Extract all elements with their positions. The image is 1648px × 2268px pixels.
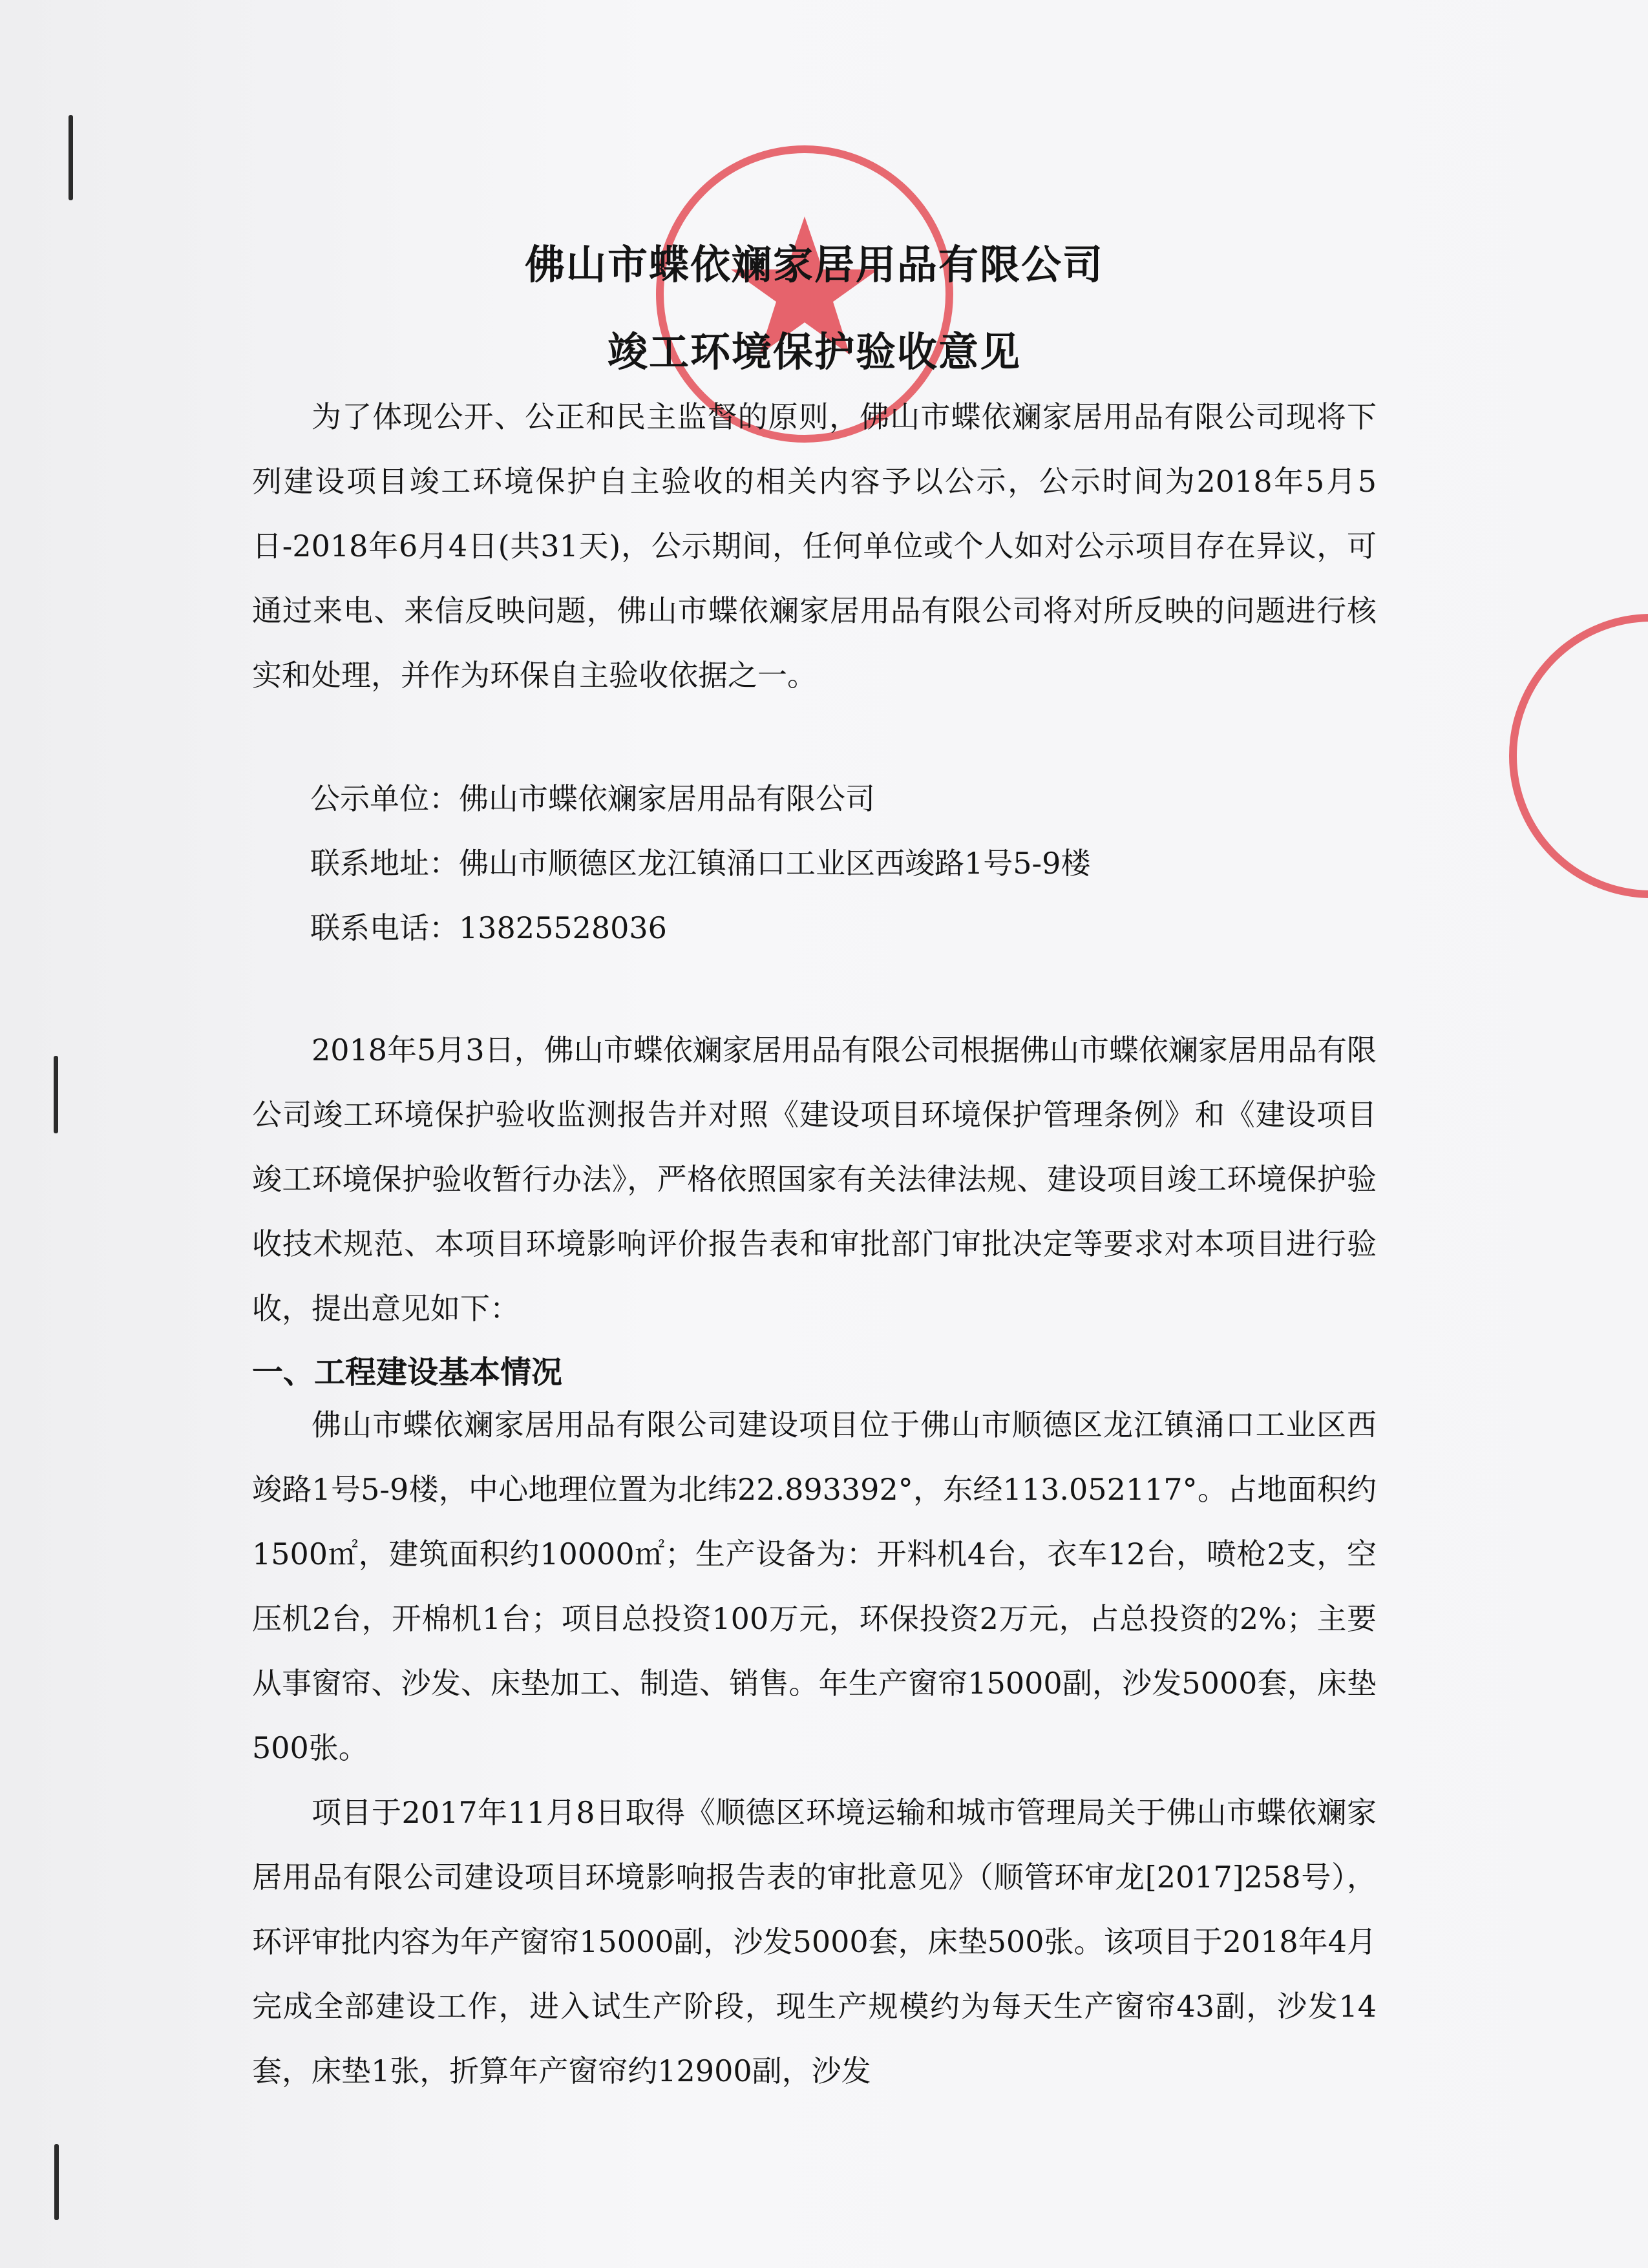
company-title: 佛山市蝶依斓家居用品有限公司 (524, 241, 1104, 288)
section1-paragraph-2: 项目于2017年11月8日取得《顺德区环境运输和城市管理局关于佛山市蝶依斓家居用品有限公司建设项目环境影响报告表的审批意见》（顺管环审龙[2017]258号），环评审批内容为年产窗帘15000副，沙发5000套，床垫500张。该项目于2018年4月完成全部建设工作，进入试生产阶段，现生产规模约为每天生产窗帘43副，沙发14套，床垫1张，折算年产窗帘约12900副，沙发 (252, 1795, 1377, 2088)
section-heading-1: 一、工程建设基本情况 (252, 1354, 563, 1391)
company-seal-right (1509, 614, 1648, 898)
contact-address: 联系地址：佛山市顺德区龙江镇涌口工业区西竣路1号5-9楼 (310, 846, 1091, 881)
section1-paragraph-1: 佛山市蝶依斓家居用品有限公司建设项目位于佛山市顺德区龙江镇涌口工业区西竣路1号5-9楼，中心地理位置为北纬22.893392°，东经113.052117°。占地面积约1500㎡，建筑面积约10000㎡；生产设备为：开料机4台，衣车12台，喷枪2支，空压机2台，开棉机1台；项目总投资100万元，环保投资2万元，占总投资的2%；主要从事窗帘、沙发、床垫加工、制造、销售。年生产窗帘15000副，沙发5000套，床垫500张。 (252, 1407, 1377, 1765)
acceptance-paragraph: 2018年5月3日，佛山市蝶依斓家居用品有限公司根据佛山市蝶依斓家居用品有限公司竣工环境保护验收监测报告并对照《建设项目环境保护管理条例》和《建设项目竣工环境保护验收暂行办法》，严格依照国家有关法律法规、建设项目竣工环境保护验收技术规范、本项目环境影响评价报告表和审批部门审批决定等要求对本项目进行验收，提出意见如下： (252, 1033, 1377, 1326)
staple-middle (54, 1056, 58, 1133)
intro-paragraph: 为了体现公开、公正和民主监督的原则，佛山市蝶依斓家居用品有限公司现将下列建设项目竣工环境保护自主验收的相关内容予以公示，公示时间为2018年5月5日-2018年6月4日(共31天)，公示期间，任何单位或个人如对公示项目存在异议，可通过来电、来信反映问题，佛山市蝶依斓家居用品有限公司将对所反映的问题进行核实和处理，并作为环保自主验收依据之一。 (252, 399, 1377, 693)
staple-bottom (54, 2144, 59, 2220)
contact-phone: 联系电话：13825528036 (310, 910, 667, 945)
staple-top (69, 115, 73, 200)
document-title: 竣工环境保护验收意见 (607, 328, 1021, 375)
notice-unit: 公示单位：佛山市蝶依斓家居用品有限公司 (310, 781, 875, 816)
